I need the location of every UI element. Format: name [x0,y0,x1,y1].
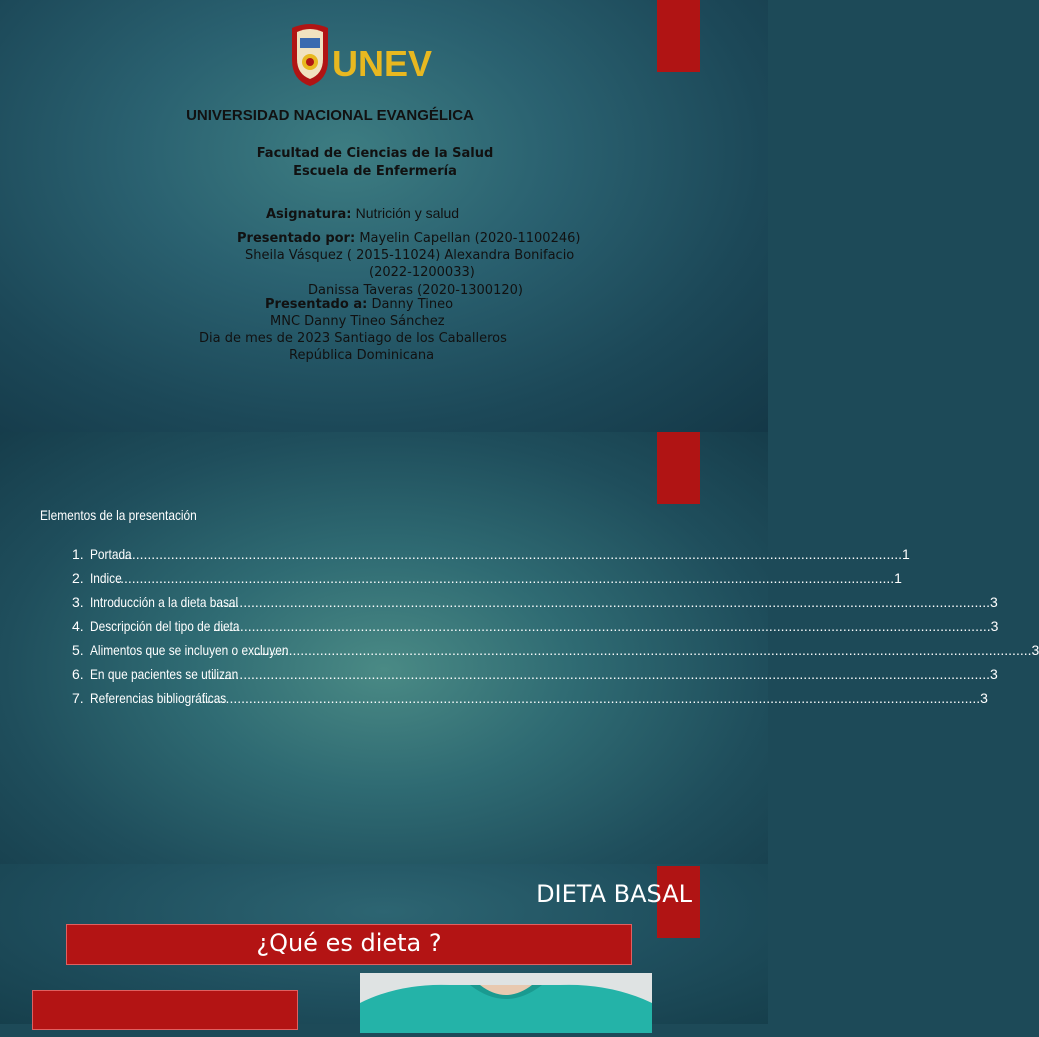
cover-slide [0,0,768,432]
toc-item [72,663,998,687]
toc-item-number: 7. [72,690,84,706]
subject-label: Asignatura: [266,207,352,222]
question-box [66,924,632,965]
faculty-block [60,145,690,181]
toc-item-page: 3 [980,690,988,706]
toc-leader-dots: ........................................................................................................................................................................................................ [212,618,991,634]
presented-by-2: Sheila Vásquez ( 2015-11024) Alexandra Bonifacio [245,248,575,263]
toc-item [72,639,1039,663]
toc-item [72,615,999,639]
question-text: ¿Qué es dieta ? [256,929,442,957]
toc-item-label: Descripción del tipo de dieta [89,618,240,634]
presented-by-3: (2022-1200033) [369,265,475,280]
presented-to-value: Danny Tineo [371,297,454,312]
toc-item-label: Portada [89,546,132,562]
toc-leader-dots: ........................................................................................................................................................................................................ [212,666,991,682]
toc-item [72,687,988,711]
university-shield-icon [292,24,328,86]
presented-to-line [265,296,453,313]
toc-item-number: 2. [72,570,84,586]
presented-by-1: Mayelin Capellan (2020-1100246) [359,231,581,246]
university-logo [288,18,433,88]
toc-item-page: 3 [990,594,998,610]
toc-item [72,543,910,567]
toc-item [72,591,998,615]
toc-item-number: 4. [72,618,84,634]
toc-item [72,567,902,591]
toc-item-number: 1. [72,546,84,562]
school-name: Escuela de Enfermería [293,164,457,179]
toc-item-label: Alimentos que se incluyen o excluyen [89,642,289,658]
toc-item-page: 3 [990,666,998,682]
toc-item-label: En que pacientes se utilizan [89,666,238,682]
red-box [32,990,298,1030]
toc-leader-dots: ........................................................................................................................................................................................................ [124,546,903,562]
date-place: Dia de mes de 2023 Santiago de los Caballeros [199,331,507,346]
presented-by-label: Presentado por: [237,231,356,246]
toc-item-label: Indice [89,570,122,586]
toc-item-label: Referencias bibliográficas [89,690,226,706]
presented-by-line [237,230,580,247]
red-tab [657,432,700,504]
toc-item-page: 1 [902,546,910,562]
toc-item-page: 3 [990,618,999,634]
subject-line [266,205,459,223]
red-tab [657,0,700,72]
toc-leader-dots: ........................................................................................................................................................................................................ [202,690,981,706]
toc-leader-dots: ........................................................................................................................................................................................................ [116,570,895,586]
toc-list [72,543,1039,711]
teacher-name: MNC Danny Tineo Sánchez [270,314,445,329]
presented-to-label: Presentado a: [265,297,368,312]
toc-item-page: 3 [1031,642,1039,658]
svg-text:UNEV: UNEV [332,43,433,84]
nurse-photo [360,973,652,1033]
toc-item-label: Introducción a la dieta basal [89,594,238,610]
nurse-scrubs-image [360,973,652,1033]
toc-item-number: 3. [72,594,84,610]
toc-leader-dots: ........................................................................................................................................................................................................ [212,594,991,610]
toc-item-page: 1 [894,570,902,586]
toc-item-number: 5. [72,642,84,658]
slide-title: DIETA BASAL [536,880,692,908]
university-name: UNIVERSIDAD NACIONAL EVANGÉLICA [186,107,474,124]
subject-value: Nutrición y salud [355,205,460,221]
faculty-name: Facultad de Ciencias de la Salud [256,146,494,161]
presented-by-4: Danissa Taveras (2020-1300120) [308,283,523,298]
toc-leader-dots: ........................................................................................................................................................................................................ [253,642,1032,658]
toc-title: Elementos de la presentación [40,507,197,523]
country: República Dominicana [289,348,435,363]
toc-item-number: 6. [72,666,84,682]
